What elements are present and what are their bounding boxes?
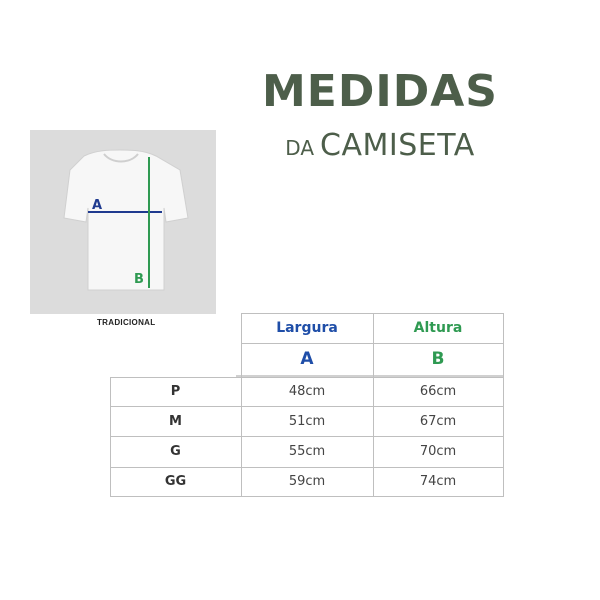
altura-m: 67cm xyxy=(419,413,457,429)
altura-gg: 74cm xyxy=(419,474,457,489)
largura-m: 51cm xyxy=(288,413,326,429)
grid-line xyxy=(241,313,242,497)
label-a: A xyxy=(92,198,103,213)
largura-gg: 59cm xyxy=(288,474,326,489)
altura-g: 70cm xyxy=(419,444,457,459)
grid-line xyxy=(373,313,374,497)
altura-p: 66cm xyxy=(419,384,457,399)
grid-line xyxy=(110,436,504,437)
size-label-g: G xyxy=(170,444,181,459)
size-label-gg: GG xyxy=(164,474,187,489)
largura-p: 48cm xyxy=(288,384,326,399)
largura-g: 55cm xyxy=(288,444,326,459)
grid-line xyxy=(110,377,111,497)
grid-line xyxy=(110,377,504,378)
page-title: MEDIDAS xyxy=(261,66,498,117)
tshirt-shape xyxy=(64,150,188,290)
grid-line xyxy=(503,313,504,497)
header-largura: Largura xyxy=(276,320,338,336)
grid-line xyxy=(110,406,504,407)
header-b: B xyxy=(431,349,445,369)
subtitle-prefix: DA xyxy=(285,136,314,160)
grid-line xyxy=(110,496,504,497)
subtitle-main: CAMISETA xyxy=(320,128,475,163)
size-label-p: P xyxy=(170,384,181,399)
label-b: B xyxy=(134,272,144,287)
photo-caption: TRADICIONAL xyxy=(97,318,156,327)
page-subtitle xyxy=(250,126,510,170)
header-altura: Altura xyxy=(413,320,463,336)
header-a: A xyxy=(300,349,314,369)
tshirt-image xyxy=(30,130,216,314)
grid-line xyxy=(110,467,504,468)
size-label-m: M xyxy=(169,413,182,429)
